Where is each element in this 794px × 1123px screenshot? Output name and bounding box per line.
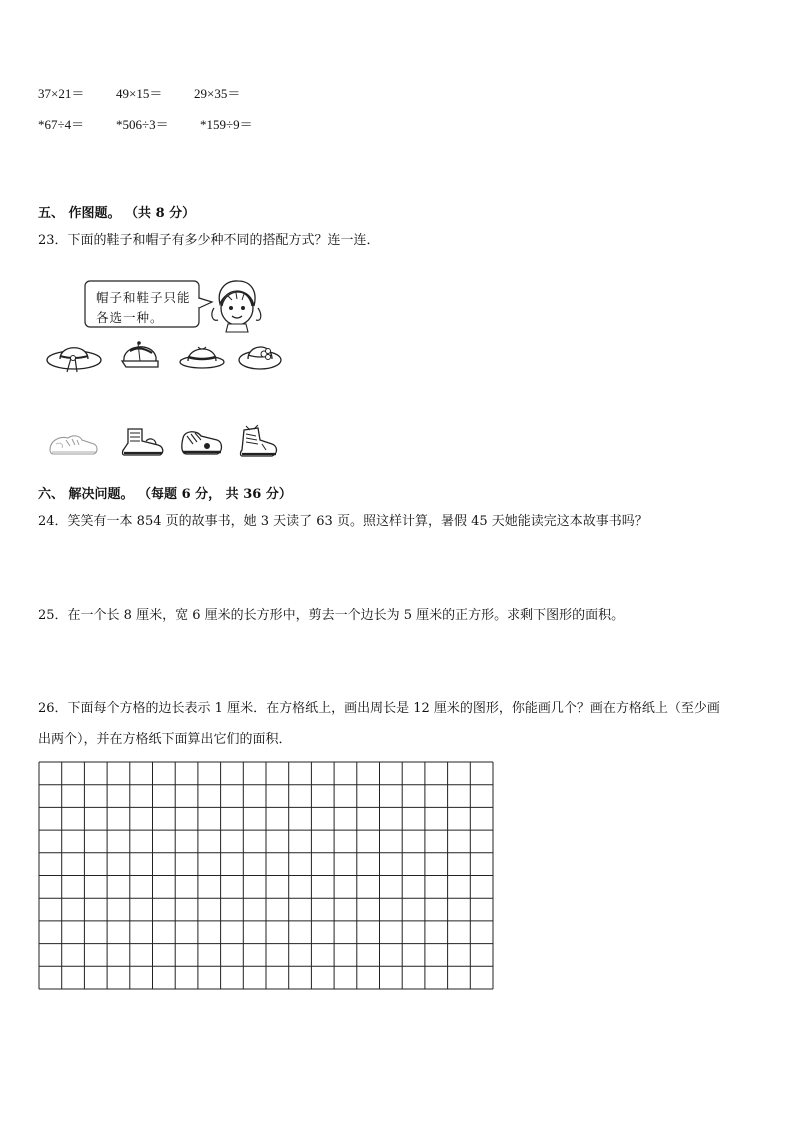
hat-wide-brim-icon — [45, 336, 103, 374]
calc-5: *506÷3＝ — [116, 117, 169, 132]
calc-2: 49×15＝ — [116, 86, 163, 101]
section-6-title: 六、 解决问题。 （每题 6 分， 共 36 分） — [38, 487, 292, 502]
question-26-line-1: 26．下面每个方格的边长表示 1 厘米．在方格纸上，画出周长是 12 厘米的图形，你能画几个？画在方格纸上（至少画 — [38, 701, 720, 716]
shoe-sneaker-icon — [46, 428, 100, 458]
grid-paper[interactable] — [38, 761, 496, 995]
section-5-title: 五、 作图题。 （共 8 分） — [38, 206, 196, 221]
speech-line-2: 各选一种。 — [96, 310, 164, 325]
question-26-line-2: 出两个），并在方格纸下面算出它们的面积． — [38, 732, 292, 747]
hat-flower-icon — [237, 336, 283, 372]
speech-line-1: 帽子和鞋子只能 — [96, 290, 191, 305]
question-24: 24．笑笑有一本 854 页的故事书，她 3 天读了 63 页。照这样计算，暑假 45 天她能读完这本故事书吗？ — [38, 514, 648, 529]
calc-4: *67÷4＝ — [38, 117, 85, 132]
question-25: 25．在一个长 8 厘米，宽 6 厘米的长方形中，剪去一个边长为 5 厘米的正方形。求剩下图形的面积。 — [38, 608, 625, 623]
shoe-boot-icon — [116, 425, 168, 459]
hat-cap-icon — [118, 337, 160, 373]
calc-1: 37×21＝ — [38, 86, 85, 101]
shoe-sports-icon — [177, 426, 227, 458]
calc-3: 29×35＝ — [194, 86, 241, 101]
calc-6: *159÷9＝ — [200, 117, 253, 132]
shoe-high-top-icon — [236, 424, 282, 460]
question-23: 23．下面的鞋子和帽子有多少种不同的搭配方式？连一连． — [38, 233, 380, 248]
girl-icon — [208, 278, 266, 334]
hat-fedora-icon — [178, 340, 226, 370]
